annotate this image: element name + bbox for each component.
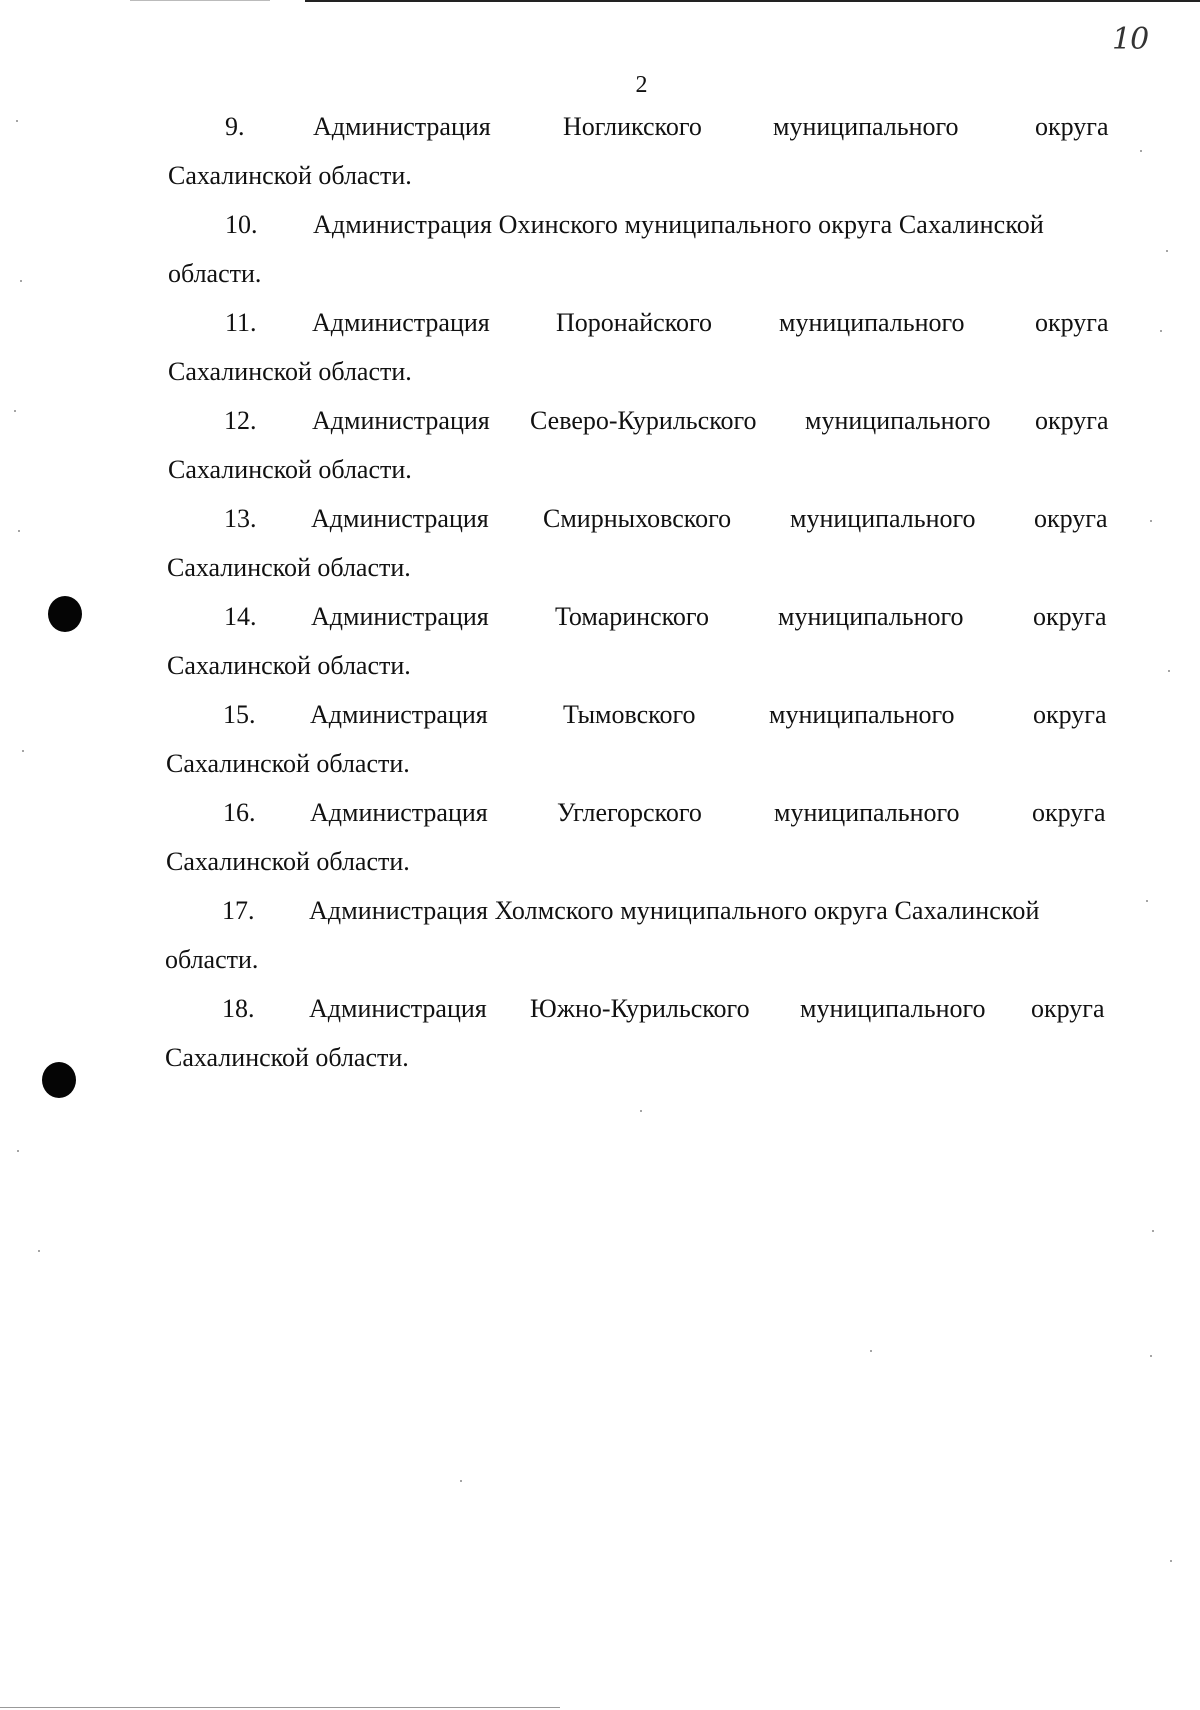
list-item xyxy=(0,208,1200,306)
item-word: Ногликского xyxy=(563,112,702,141)
item-word: округа xyxy=(1035,308,1109,337)
item-number: 13. xyxy=(224,504,257,533)
scan-speck xyxy=(1170,1560,1172,1562)
item-word: муниципального xyxy=(774,798,960,827)
list-item xyxy=(0,502,1200,600)
item-word: Томаринского xyxy=(555,602,709,631)
item-word: муниципального xyxy=(769,700,955,729)
scan-speck xyxy=(460,1480,462,1482)
item-word: муниципального xyxy=(790,504,976,533)
item-word: округа xyxy=(1034,504,1108,533)
list-item xyxy=(0,306,1200,404)
item-word: Администрация xyxy=(310,798,488,827)
list-item-second-line: Сахалинской области. xyxy=(166,847,410,876)
scan-bottom-edge xyxy=(0,1707,560,1708)
item-word: Северо-Курильского xyxy=(530,406,757,435)
item-word: муниципального xyxy=(805,406,991,435)
list-item-second-line: Сахалинской области. xyxy=(166,749,410,778)
list-item-second-line: Сахалинской области. xyxy=(165,1043,409,1072)
scan-edge-line xyxy=(130,0,270,1)
item-word: Администрация xyxy=(311,602,489,631)
administration-list xyxy=(0,110,1200,1090)
item-word: округа xyxy=(1033,700,1107,729)
item-number: 9. xyxy=(225,112,245,141)
item-word: Углегорского xyxy=(557,798,702,827)
list-item xyxy=(0,698,1200,796)
item-word: Южно-Курильского xyxy=(530,994,750,1023)
item-word: муниципального xyxy=(779,308,965,337)
item-word: округа xyxy=(1031,994,1105,1023)
item-text: Администрация Холмского муниципального округа Сахалинской xyxy=(309,896,1040,925)
item-word: округа xyxy=(1035,112,1109,141)
list-item xyxy=(0,894,1200,992)
list-item xyxy=(0,796,1200,894)
item-word: Администрация xyxy=(311,504,489,533)
scan-speck xyxy=(1150,1355,1152,1357)
item-word: муниципального xyxy=(778,602,964,631)
list-item xyxy=(0,600,1200,698)
scan-speck xyxy=(17,1150,19,1152)
list-item-second-line: Сахалинской области. xyxy=(168,161,412,190)
list-item-second-line: Сахалинской области. xyxy=(168,357,412,386)
item-word: округа xyxy=(1033,602,1107,631)
item-number: 15. xyxy=(223,700,256,729)
list-item xyxy=(0,992,1200,1090)
scan-speck xyxy=(18,530,20,532)
item-number: 17. xyxy=(222,896,255,925)
list-item-second-line: Сахалинской области. xyxy=(167,553,411,582)
scan-speck xyxy=(640,1110,642,1112)
scan-speck xyxy=(16,120,18,122)
item-word: Администрация xyxy=(312,308,490,337)
scan-top-edge xyxy=(305,0,1200,2)
item-number: 12. xyxy=(224,406,257,435)
item-number: 16. xyxy=(223,798,256,827)
item-number: 11. xyxy=(225,308,257,337)
scan-speck xyxy=(870,1350,872,1352)
item-word: Администрация xyxy=(312,406,490,435)
list-item xyxy=(0,110,1200,208)
handwritten-sheet-number: 10 xyxy=(1112,22,1149,57)
scan-speck xyxy=(22,750,24,752)
list-item-second-line: области. xyxy=(165,945,259,974)
list-item-second-line: Сахалинской области. xyxy=(167,651,411,680)
item-word: Администрация xyxy=(309,994,487,1023)
scan-speck xyxy=(1168,670,1170,672)
scan-speck xyxy=(1152,1230,1154,1232)
scan-speck xyxy=(20,280,22,282)
item-word: Смирныховского xyxy=(543,504,732,533)
item-number: 10. xyxy=(225,210,258,239)
list-item xyxy=(0,404,1200,502)
list-item-second-line: области. xyxy=(168,259,262,288)
scan-speck xyxy=(1150,520,1152,522)
item-word: Тымовского xyxy=(563,700,696,729)
scan-speck xyxy=(1140,150,1142,152)
scan-speck xyxy=(38,1250,40,1252)
item-number: 14. xyxy=(224,602,257,631)
list-item-second-line: Сахалинской области. xyxy=(168,455,412,484)
item-number: 18. xyxy=(222,994,255,1023)
scan-speck xyxy=(14,410,16,412)
scan-speck xyxy=(1146,900,1148,902)
item-text: Администрация Охинского муниципального округа Сахалинской xyxy=(313,210,1044,239)
scan-speck xyxy=(1166,250,1168,252)
item-word: округа xyxy=(1032,798,1106,827)
item-word: Администрация xyxy=(313,112,491,141)
item-word: муниципального xyxy=(800,994,986,1023)
item-word: муниципального xyxy=(773,112,959,141)
item-word: Администрация xyxy=(310,700,488,729)
item-word: округа xyxy=(1035,406,1109,435)
page-number: 2 xyxy=(635,72,648,98)
item-word: Поронайского xyxy=(556,308,713,337)
scan-speck xyxy=(1160,330,1162,332)
